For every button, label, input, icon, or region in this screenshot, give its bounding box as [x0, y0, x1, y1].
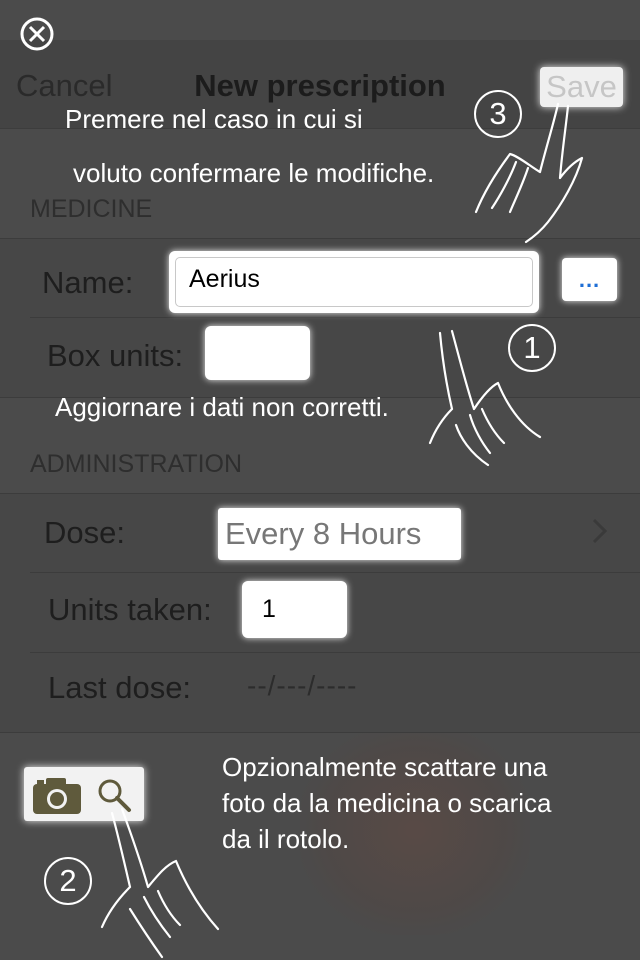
hand-pointer-icon	[100, 805, 225, 960]
row-divider	[30, 652, 640, 653]
step2-badge: 2	[44, 857, 92, 905]
camera-icon[interactable]	[32, 775, 82, 815]
page-title: New prescription	[194, 68, 446, 103]
last-dose-value[interactable]: --/---/----	[247, 670, 358, 701]
row-divider	[30, 317, 640, 318]
step3-text-line2: voluto confermare le modifiche.	[73, 158, 435, 188]
save-button[interactable]: Save	[540, 67, 623, 107]
row-divider	[30, 572, 640, 573]
units-taken-input[interactable]	[242, 581, 347, 638]
cancel-button[interactable]: Cancel	[16, 68, 113, 103]
box-units-label: Box units:	[47, 338, 184, 373]
name-label: Name:	[42, 265, 134, 300]
step2-text-line3: da il rotolo.	[222, 824, 350, 854]
box-units-input[interactable]	[205, 326, 310, 380]
administration-section-header: ADMINISTRATION	[30, 450, 243, 478]
name-input-value: Aerius	[189, 265, 260, 293]
step1-badge: 1	[508, 324, 556, 372]
medicine-section-header: MEDICINE	[30, 195, 153, 223]
chevron-right-icon[interactable]	[590, 516, 610, 546]
units-taken-value: 1	[262, 595, 276, 623]
last-dose-label: Last dose:	[48, 670, 192, 705]
dose-selector[interactable]: Every 8 Hours	[218, 508, 461, 560]
step2-text-line2: foto da la medicina o scarica	[222, 788, 552, 818]
name-input[interactable]	[169, 251, 539, 313]
close-circle-icon[interactable]	[19, 16, 55, 52]
hand-pointer-icon	[430, 325, 550, 470]
step2-text-line1: Opzionalmente scattare una	[222, 752, 548, 782]
step1-text: Aggiornare i dati non corretti.	[55, 392, 389, 422]
units-taken-label: Units taken:	[48, 592, 212, 627]
medicine-lookup-button[interactable]: ...	[562, 258, 617, 301]
dose-label: Dose:	[44, 515, 125, 550]
hand-pointer-icon	[470, 100, 590, 245]
step3-text-line1: Premere nel caso in cui si	[65, 104, 363, 134]
step3-badge: 3	[474, 90, 522, 138]
